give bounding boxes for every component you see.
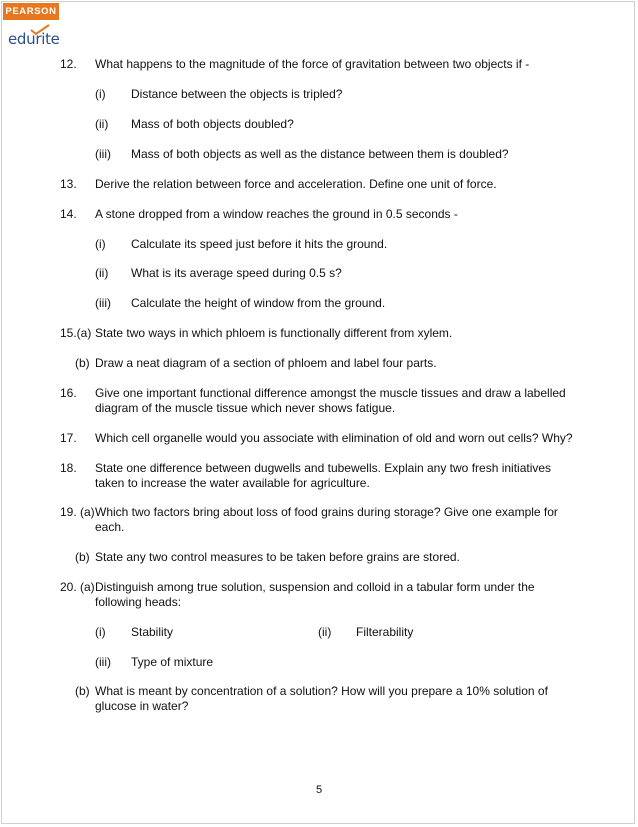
edurite-logo [8, 30, 60, 48]
sub-text: Mass of both objects as well as the distance between them is doubled? [131, 147, 509, 161]
question-number: 18. [60, 461, 77, 475]
question-number: (b) [75, 550, 90, 564]
sub-label: (ii) [95, 117, 109, 131]
question-number: 15.(a) [60, 326, 92, 340]
question-text: Distinguish among true solution, suspension and colloid in a tabular form under the following heads: [95, 580, 535, 609]
question-text: State any two control measures to be taken before grains are stored. [95, 550, 460, 564]
sub-text: Calculate the height of window from the ground. [131, 296, 386, 310]
question-number: 12. [60, 57, 77, 71]
sub-label: (ii) [318, 625, 332, 639]
sub-label: (i) [95, 87, 106, 101]
pearson-logo: PEARSON [3, 3, 59, 20]
sub-label: (i) [95, 237, 106, 251]
question-text: State one difference between dugwells and tubewells. Explain any two fresh initiatives taken to increase the water available for agriculture. [95, 461, 552, 490]
question-number: 17. [60, 431, 77, 445]
sub-text: Stability [131, 625, 174, 639]
sub-text: Filterability [356, 625, 414, 639]
checkmark-icon [29, 24, 51, 36]
question-text: Which two factors bring about loss of food grains during storage? Give one example for each. [95, 505, 558, 534]
sub-label: (i) [95, 625, 106, 639]
question-number: 20. (a) [60, 580, 95, 594]
question-number: 14. [60, 207, 77, 221]
sub-label: (iii) [95, 655, 111, 669]
sub-text: What is its average speed during 0.5 s? [131, 266, 342, 280]
logo-text: edurite [8, 30, 60, 48]
question-text: A stone dropped from a window reaches the ground in 0.5 seconds - [95, 207, 458, 221]
question-text: Derive the relation between force and acceleration. Define one unit of force. [95, 177, 497, 191]
question-number: 16. [60, 386, 77, 400]
sub-label: (iii) [95, 147, 111, 161]
question-number: 13. [60, 177, 77, 191]
question-number: 19. (a) [60, 505, 95, 519]
sub-text: Mass of both objects doubled? [131, 117, 294, 131]
question-number: (b) [75, 356, 90, 370]
question-text: State two ways in which phloem is functionally different from xylem. [95, 326, 453, 340]
question-text: What is meant by concentration of a solution? How will you prepare a 10% solution of glucose in water? [95, 684, 548, 713]
question-text: Draw a neat diagram of a section of phloem and label four parts. [95, 356, 437, 370]
question-number: (b) [75, 684, 90, 698]
question-text: Give one important functional difference amongst the muscle tissues and draw a labelled diagram of the muscle tissue which never shows fatigue. [95, 386, 566, 415]
sub-label: (ii) [95, 266, 109, 280]
sub-label: (iii) [95, 296, 111, 310]
question-text: What happens to the magnitude of the force of gravitation between two objects if - [95, 57, 530, 71]
page-number: 5 [315, 784, 323, 796]
sub-text: Distance between the objects is tripled? [131, 87, 343, 101]
sub-text: Type of mixture [131, 655, 214, 669]
question-text: Which cell organelle would you associate with elimination of old and worn out cells? Why? [95, 431, 573, 445]
sub-text: Calculate its speed just before it hits the ground. [131, 237, 388, 251]
